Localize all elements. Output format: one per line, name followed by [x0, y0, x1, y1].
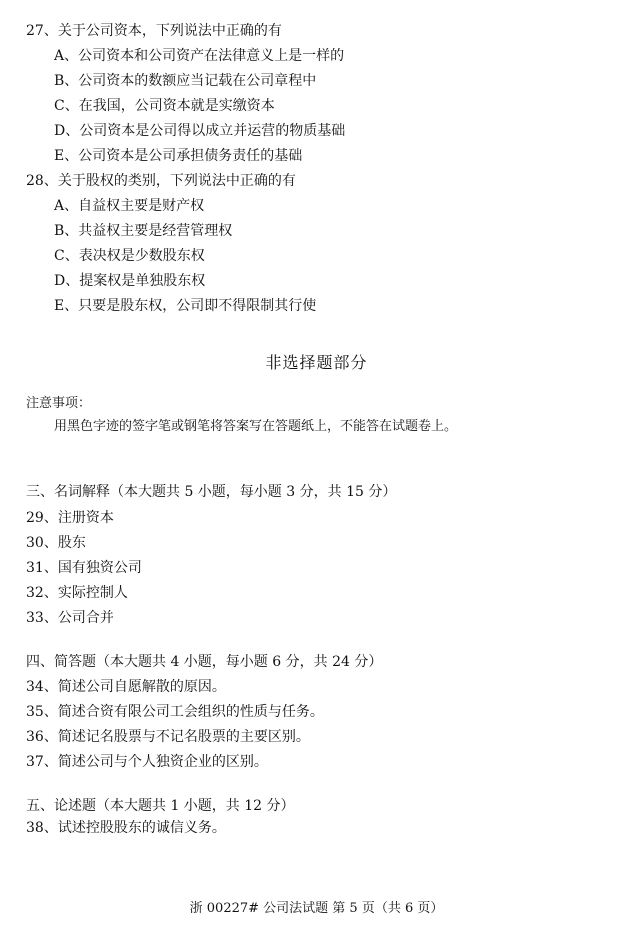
question-32: 32、实际控制人 — [26, 585, 128, 601]
notice-text: 用黑色字迹的签字笔或钢笔将答案写在答题纸上，不能答在试题卷上。 — [54, 419, 458, 434]
question-35: 35、简述合资有限公司工会组织的性质与任务。 — [26, 704, 324, 720]
question-30: 30、股东 — [26, 535, 86, 551]
question-27-option-e: E、公司资本是公司承担债务责任的基础 — [54, 148, 303, 164]
section-4-heading: 四、简答题（本大题共 4 小题，每小题 6 分，共 24 分） — [26, 654, 383, 670]
question-27-option-b: B、公司资本的数额应当记载在公司章程中 — [54, 73, 317, 89]
question-37: 37、简述公司与个人独资企业的区别。 — [26, 754, 268, 770]
question-28-option-c: C、表决权是少数股东权 — [54, 248, 205, 264]
question-27-option-a: A、公司资本和公司资产在法律意义上是一样的 — [54, 48, 345, 64]
question-28-option-a: A、自益权主要是财产权 — [54, 198, 205, 214]
question-28-option-d: D、提案权是单独股东权 — [54, 273, 206, 289]
question-27-option-c: C、在我国，公司资本就是实缴资本 — [54, 98, 275, 114]
question-33: 33、公司合并 — [26, 610, 114, 626]
question-28-option-e: E、只要是股东权，公司即不得限制其行使 — [54, 298, 317, 314]
question-38: 38、试述控股股东的诚信义务。 — [26, 820, 226, 836]
question-36: 36、简述记名股票与不记名股票的主要区别。 — [26, 729, 310, 745]
section-3-heading: 三、名词解释（本大题共 5 小题，每小题 3 分，共 15 分） — [26, 484, 397, 500]
question-31: 31、国有独资公司 — [26, 560, 142, 576]
question-34: 34、简述公司自愿解散的原因。 — [26, 679, 226, 695]
question-27-stem: 27、关于公司资本，下列说法中正确的有 — [26, 23, 282, 39]
notice-label: 注意事项： — [26, 396, 92, 411]
question-28-option-b: B、共益权主要是经营管理权 — [54, 223, 233, 239]
section-5-heading: 五、论述题（本大题共 1 小题，共 12 分） — [26, 798, 295, 814]
page-footer: 浙 00227# 公司法试题 第 5 页（共 6 页） — [189, 901, 444, 916]
question-29: 29、注册资本 — [26, 510, 114, 526]
question-27-option-d: D、公司资本是公司得以成立并运营的物质基础 — [54, 123, 346, 139]
part-title: 非选择题部分 — [265, 353, 368, 372]
question-28-stem: 28、关于股权的类别，下列说法中正确的有 — [26, 173, 296, 189]
